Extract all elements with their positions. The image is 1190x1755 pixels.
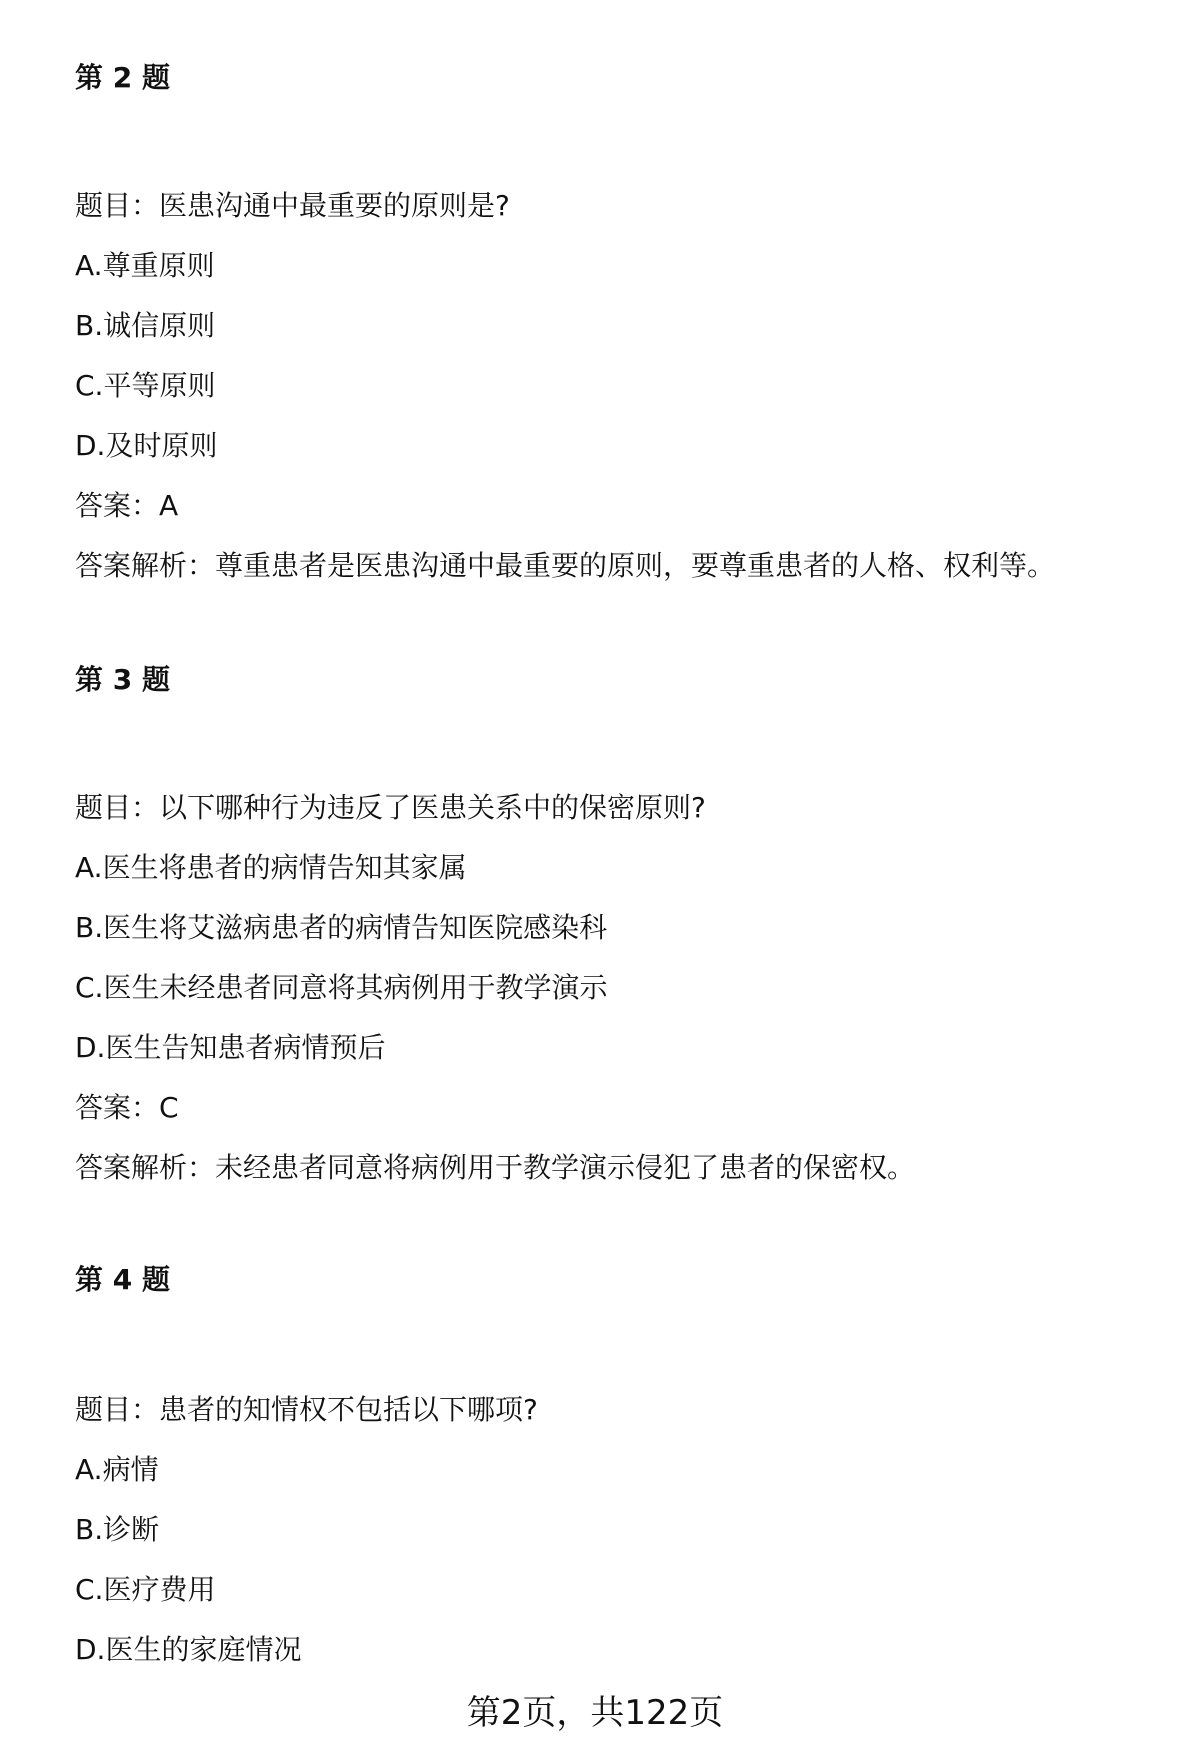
page-number: 第2页，共122页 — [466, 1693, 724, 1733]
option-a: A.医生将患者的病情告知其家属 — [75, 851, 467, 884]
option-a: A.尊重原则 — [75, 249, 215, 282]
answer: 答案：C — [75, 1091, 179, 1124]
option-d: D.医生告知患者病情预后 — [75, 1031, 386, 1064]
question-stem: 题目：医患沟通中最重要的原则是? — [75, 189, 510, 222]
option-c: C.平等原则 — [75, 369, 216, 402]
question-stem: 题目：患者的知情权不包括以下哪项? — [75, 1393, 538, 1426]
option-b: B.医生将艾滋病患者的病情告知医院感染科 — [75, 911, 608, 944]
option-c: C.医疗费用 — [75, 1573, 216, 1606]
option-a: A.病情 — [75, 1453, 159, 1486]
option-b: B.诊断 — [75, 1513, 160, 1546]
option-c: C.医生未经患者同意将其病例用于教学演示 — [75, 971, 608, 1004]
question-stem: 题目：以下哪种行为违反了医患关系中的保密原则? — [75, 791, 706, 824]
option-d: D.及时原则 — [75, 429, 218, 462]
answer-analysis: 答案解析：尊重患者是医患沟通中最重要的原则，要尊重患者的人格、权利等。 — [75, 549, 1056, 582]
answer: 答案：A — [75, 489, 179, 522]
option-b: B.诚信原则 — [75, 309, 216, 342]
question-heading: 第 2 题 — [75, 61, 170, 94]
answer-analysis: 答案解析：未经患者同意将病例用于教学演示侵犯了患者的保密权。 — [75, 1151, 916, 1184]
question-heading: 第 4 题 — [75, 1263, 170, 1296]
option-d: D.医生的家庭情况 — [75, 1633, 302, 1666]
question-heading: 第 3 题 — [75, 663, 170, 696]
